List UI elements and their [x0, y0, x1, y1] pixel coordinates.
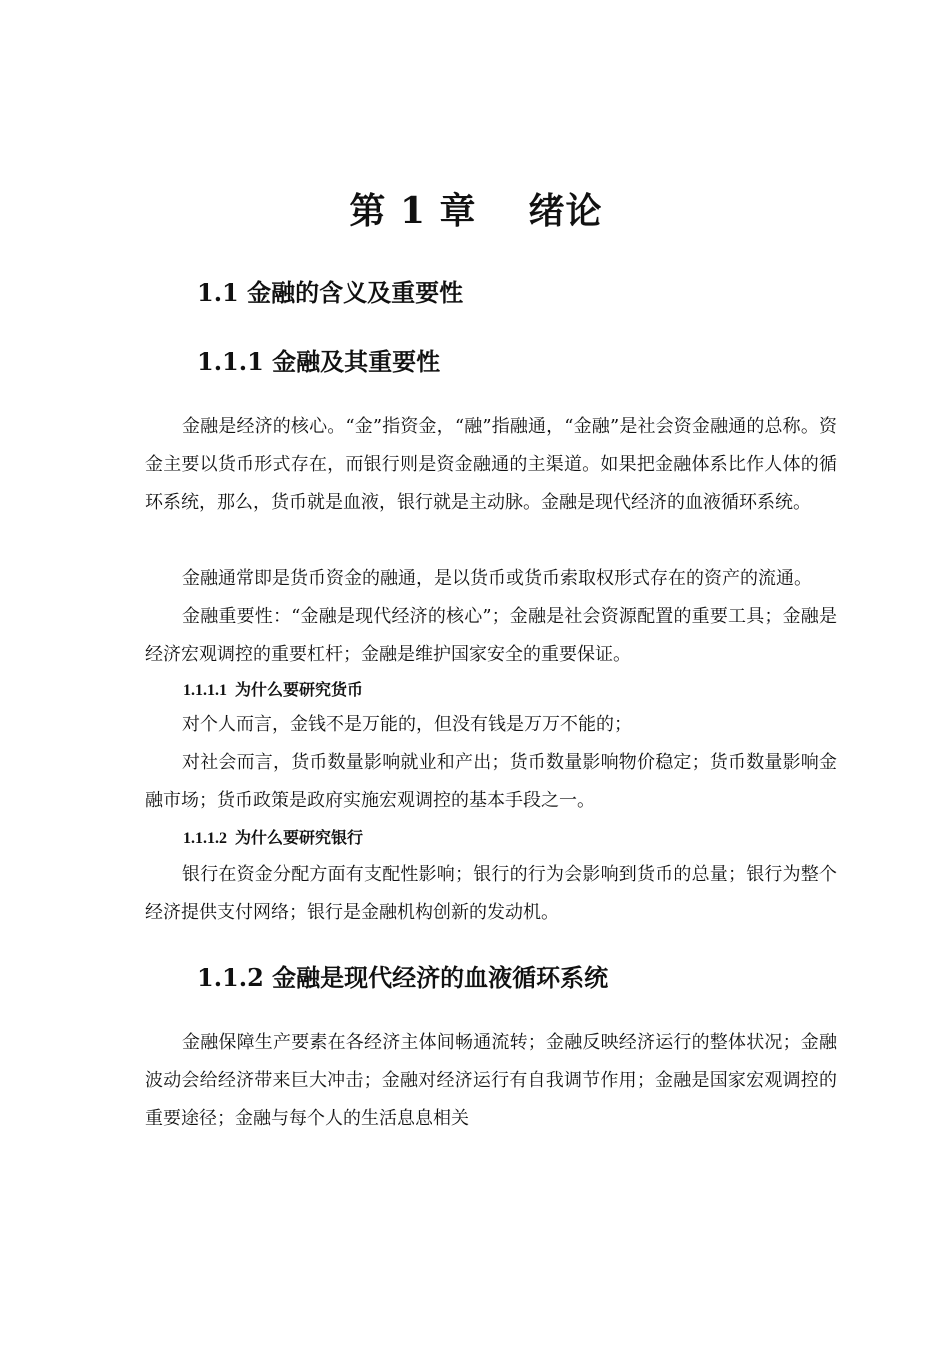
paragraph-money-individual: 对个人而言，金钱不是万能的，但没有钱是万万不能的；	[182, 714, 632, 735]
section-heading-1-1-2: 1.1.2 金融是现代经济的血液循环系统	[197, 963, 609, 992]
paragraph-finance-core: 金融是经济的核心。“金”指资金，“融”指融通，“金融”是社会资金融通的总称。资金主要以货币形式存在，而银行则是资金融通的主渠道。如果把金融体系比作人体的循环系统，那么，货币就是血液，银行就是主动脉。金融是现代经济的血液循环系统。	[145, 416, 837, 513]
paragraph-finance-definition: 金融通常即是货币资金的融通，是以货币或货币索取权形式存在的资产的流通。	[182, 568, 812, 589]
subsection-title: 为什么要研究银行	[235, 828, 364, 847]
chapter-number: 第 1 章	[349, 190, 477, 232]
paragraph-blood-circulation: 金融保障生产要素在各经济主体间畅通流转；金融反映经济运行的整体状况；金融波动会给经济带来巨大冲击；金融对经济运行有自我调节作用；金融是国家宏观调控的重要途径；金融与每个人的生活息息相关	[145, 1032, 837, 1129]
subsection-number: 1.1.1.1	[183, 682, 227, 699]
section-heading-1-1: 1.1 金融的含义及重要性	[197, 278, 464, 307]
chapter-title	[0, 184, 952, 238]
paragraph-finance-importance: 金融重要性：“金融是现代经济的核心”；金融是社会资源配置的重要工具；金融是经济宏观调控的重要杠杆；金融是维护国家安全的重要保证。	[145, 606, 837, 665]
paragraph-money-society: 对社会而言，货币数量影响就业和产出；货币数量影响物价稳定；货币数量影响金融市场；货币政策是政府实施宏观调控的基本手段之一。	[145, 752, 837, 811]
section-heading-1-1-1: 1.1.1 金融及其重要性	[197, 347, 441, 376]
chapter-name: 绪论	[528, 190, 603, 232]
subsection-heading-1-1-1-1	[183, 678, 363, 703]
paragraph-banks: 银行在资金分配方面有支配性影响；银行的行为会影响到货币的总量；银行为整个经济提供支付网络；银行是金融机构创新的发动机。	[145, 864, 837, 923]
subsection-number: 1.1.1.2	[183, 830, 227, 847]
subsection-heading-1-1-1-2	[183, 826, 363, 851]
subsection-title: 为什么要研究货币	[235, 680, 364, 699]
